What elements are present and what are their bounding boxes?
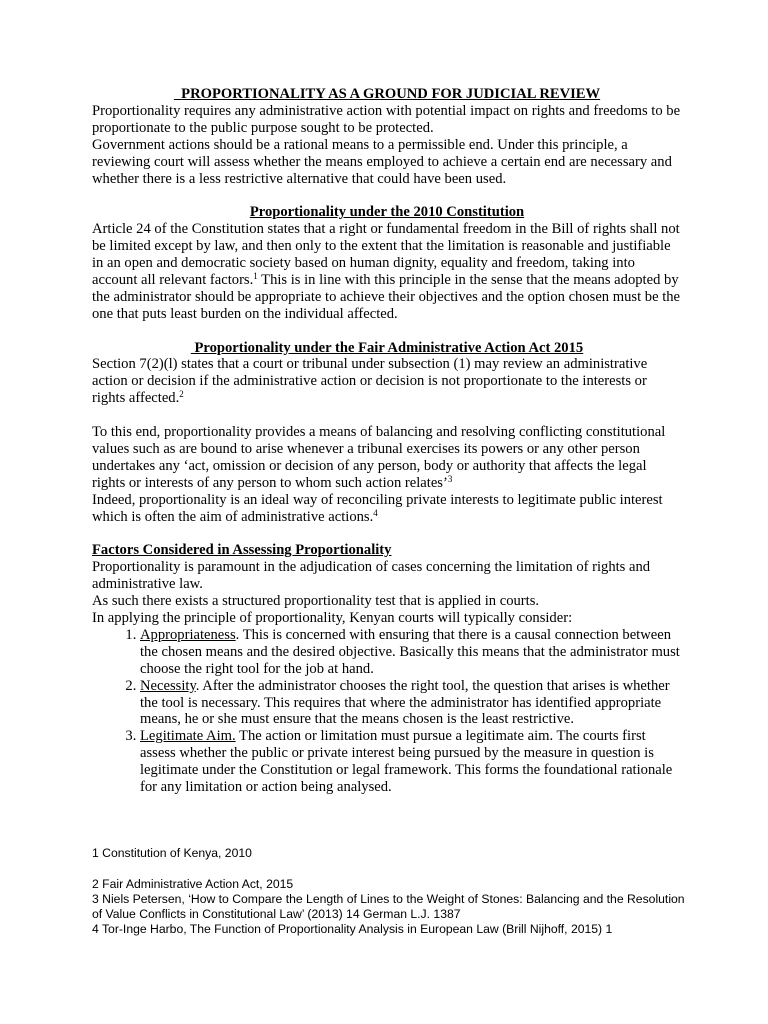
footnote-ref-1: 1	[253, 270, 258, 281]
factors-paragraph-2: As such there exists a structured proportionality test that is applied in courts.	[92, 593, 540, 610]
faa-section-heading	[92, 340, 682, 357]
factor-term: Appropriateness	[140, 626, 236, 643]
page-title	[92, 86, 682, 103]
footnote-ref-3: 3	[447, 473, 453, 484]
factors-list	[92, 627, 682, 796]
constitution-text-a: Article 24 of the Constitution states that a right or fundamental freedom in the Bill of rights shall not be limited except by law, and then only to the extent that the limitation is reasonable and justifiable in an open and democratic society based on human dignity, equality and freedom, taking into account all relevant factors.	[92, 221, 680, 288]
footnote-3: 3 Niels Petersen, ‘How to Compare the Length of Lines to the Weight of Stones: Balancing and the Resolution of Value Conflicts in Constitutional Law’ (2013) 14 German L.J. 1387	[92, 891, 685, 922]
section-gap	[92, 187, 682, 204]
factor-text: The action or limitation must pursue a legitimate aim. The courts first assess whether the public or private interest being pursued by the measure in question is legitimate under the Constitution or legal framework. This forms the foundational rationale for any limitation or action being analysed.	[140, 728, 673, 796]
footnote-ref-4: 4	[373, 507, 378, 518]
intro-paragraph-1: Proportionality requires any administrative action with potential impact on rights and freedoms to be proportionate to the public purpose sought to be protected.	[92, 102, 681, 136]
constitution-paragraph	[92, 221, 682, 322]
section-gap	[92, 323, 682, 340]
faa-text-2: To this end, proportionality provides a means of balancing and resolving conflicting constitutional values such as are bound to arise whenever a tribunal exercises its powers or any other person undertakes any ‘act, omission or decision of any person, body or authority that affects the legal rights or interests of any person to whom such action relates’	[92, 424, 666, 491]
constitution-section-heading: Proportionality under the 2010 Constitution	[249, 204, 525, 221]
footnote-gap	[92, 861, 692, 876]
list-item	[140, 728, 682, 796]
factors-paragraph-1: Proportionality is paramount in the adjudication of cases concerning the limitation of rights and administrative law.	[92, 559, 651, 593]
faa-heading-text: Proportionality under the Fair Administrative Action Act 2015	[194, 339, 584, 356]
faa-text-1: Section 7(2)(l) states that a court or tribunal under subsection (1) may review an administrative action or decision if the administrative action or decision is not proportionate to the interests or rights affected.	[92, 356, 648, 407]
footnote-ref-2: 2	[179, 389, 184, 400]
faa-paragraph-2	[92, 424, 682, 492]
section-gap	[92, 526, 682, 543]
faa-text-3: Indeed, proportionality is an ideal way of reconciling private interests to legitimate public interest which is often the aim of administrative actions.	[92, 491, 663, 525]
factors-section-heading: Factors Considered in Assessing Proportionality	[92, 542, 392, 559]
footnote-2: 2 Fair Administrative Action Act, 2015	[92, 876, 294, 891]
footnote-4: 4 Tor-Inge Harbo, The Function of Proportionality Analysis in European Law (Brill Nijhoff, 2015) 1	[92, 922, 613, 937]
list-item	[140, 678, 682, 729]
factor-term: Legitimate Aim.	[140, 728, 236, 745]
title-text: PROPORTIONALITY AS A GROUND FOR JUDICIAL REVIEW	[181, 86, 601, 102]
document-body	[92, 86, 682, 796]
faa-paragraph-1	[92, 356, 682, 407]
intro-paragraph-2: Government actions should be a rational means to a permissible end. Under this principle, a reviewing court will assess whether the means employed to achieve a certain end are necessary and whether there is a less restrictive alternative that could have been used.	[92, 136, 672, 187]
footnotes	[92, 846, 692, 938]
footnote-1: 1 Constitution of Kenya, 2010	[92, 846, 252, 860]
factor-term: Necessity	[140, 677, 196, 694]
factors-paragraph-3: In applying the principle of proportionality, Kenyan courts will typically consider:	[92, 610, 573, 627]
paragraph-gap	[92, 407, 682, 424]
faa-paragraph-3	[92, 492, 682, 526]
constitution-text-b: This is in line with this principle in the sense that the means adopted by the administrator should be appropriate to achieve their objectives and the option chosen must be the one that puts least burden on the individual affected.	[92, 271, 681, 322]
factor-text: . After the administrator chooses the right tool, the question that arises is whether the tool is necessary. This requires that where the administrator has identified appropriate means, he or she must ensure that the means chosen is the least restrictive.	[140, 677, 670, 728]
list-item	[140, 627, 682, 678]
factor-text: . This is concerned with ensuring that there is a causal connection between the chosen means and the desired objective. Basically this means that the administrator must choose the right tool for the job at hand.	[140, 626, 680, 677]
